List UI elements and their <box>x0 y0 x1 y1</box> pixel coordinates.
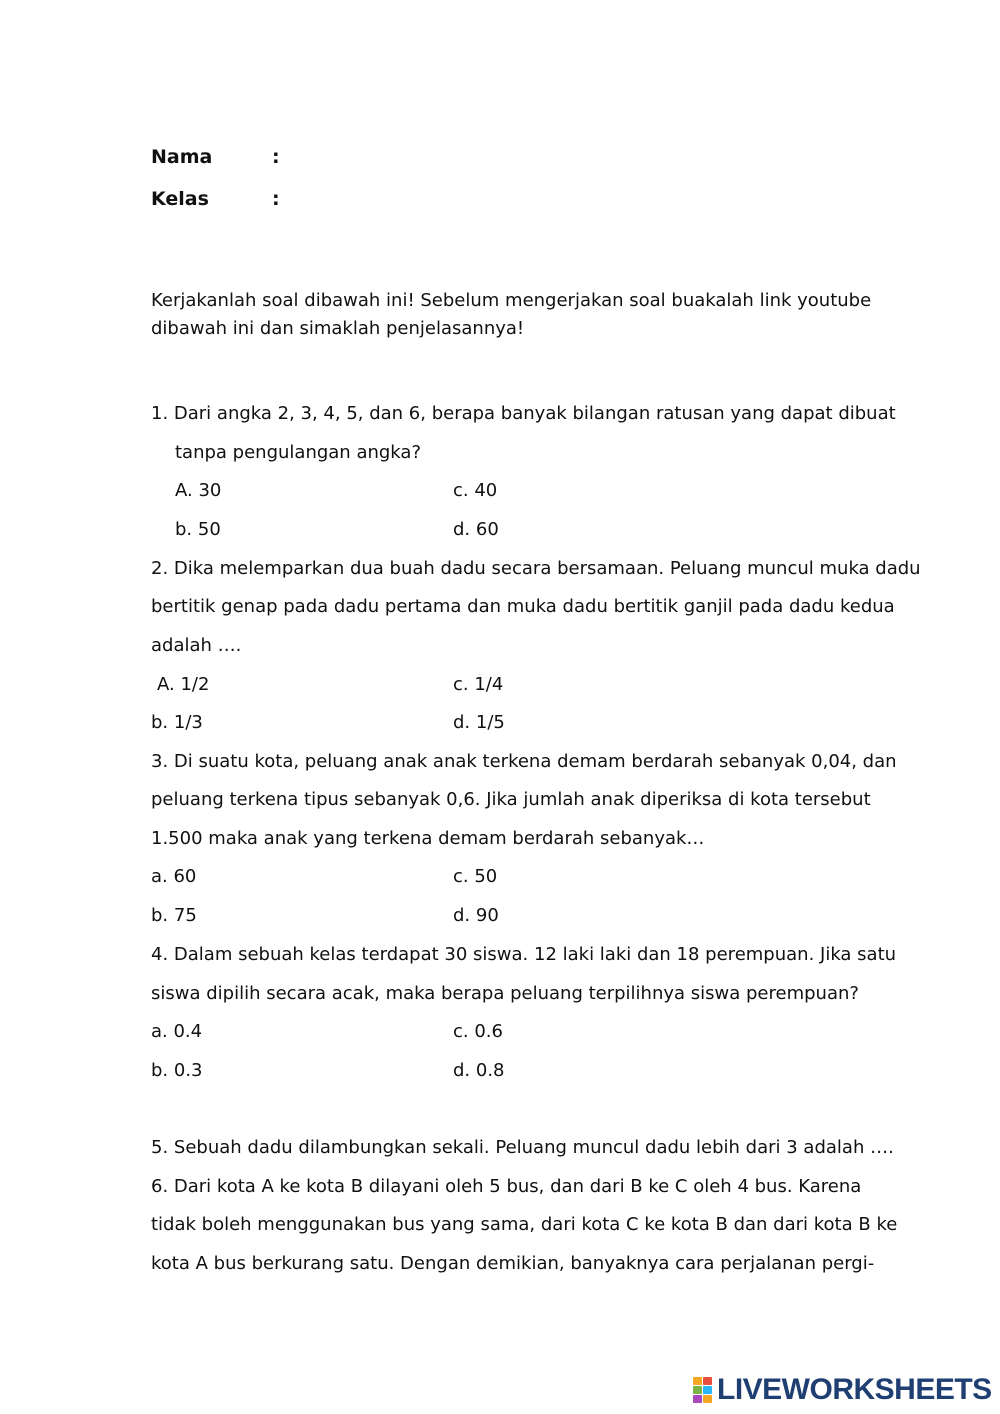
question-3-line-1: 3. Di suatu kota, peluang anak anak terkena demam berdarah sebanyak 0,04, dan <box>151 751 897 772</box>
question-2-option-b[interactable]: b. 1/3 <box>151 712 203 733</box>
question-6-line-2: tidak boleh menggunakan bus yang sama, dari kota C ke kota B dan dari kota B ke <box>151 1214 898 1235</box>
question-1-line-2: tanpa pengulangan angka? <box>175 442 421 463</box>
liveworksheets-logo-text: LIVEWORKSHEETS <box>717 1373 992 1406</box>
question-6-line-1: 6. Dari kota A ke kota B dilayani oleh 5 bus, dan dari B ke C oleh 4 bus. Karena <box>151 1176 862 1197</box>
question-2-option-d[interactable]: d. 1/5 <box>453 712 505 733</box>
question-3-option-b[interactable]: b. 75 <box>151 905 197 926</box>
question-1-line-1: 1. Dari angka 2, 3, 4, 5, dan 6, berapa banyak bilangan ratusan yang dapat dibuat <box>151 403 896 424</box>
name-label: Nama <box>151 146 213 168</box>
question-1-option-b[interactable]: b. 50 <box>175 519 221 540</box>
question-2-line-2: bertitik genap pada dadu pertama dan muka dadu bertitik ganjil pada dadu kedua <box>151 596 895 617</box>
question-5-line-1: 5. Sebuah dadu dilambungkan sekali. Peluang muncul dadu lebih dari 3 adalah …. <box>151 1137 894 1158</box>
question-3-line-2: peluang terkena tipus sebanyak 0,6. Jika jumlah anak diperiksa di kota tersebut <box>151 789 871 810</box>
question-1-option-d[interactable]: d. 60 <box>453 519 499 540</box>
question-4-option-d[interactable]: d. 0.8 <box>453 1060 505 1081</box>
question-6-line-3: kota A bus berkurang satu. Dengan demikian, banyaknya cara perjalanan pergi- <box>151 1253 875 1274</box>
class-label: Kelas <box>151 188 209 210</box>
question-1-option-c[interactable]: c. 40 <box>453 480 498 501</box>
question-4-option-a[interactable]: a. 0.4 <box>151 1021 203 1042</box>
instructions-line-2: dibawah ini dan simaklah penjelasannya! <box>151 318 525 339</box>
question-3-line-3: 1.500 maka anak yang terkena demam berdarah sebanyak… <box>151 828 705 849</box>
question-2-option-c[interactable]: c. 1/4 <box>453 674 504 695</box>
question-4-line-1: 4. Dalam sebuah kelas terdapat 30 siswa. 12 laki laki dan 18 perempuan. Jika satu <box>151 944 897 965</box>
question-2-option-a[interactable]: A. 1/2 <box>157 674 210 695</box>
question-4-line-2: siswa dipilih secara acak, maka berapa peluang terpilihnya siswa perempuan? <box>151 983 859 1004</box>
question-3-option-c[interactable]: c. 50 <box>453 866 498 887</box>
question-4-option-c[interactable]: c. 0.6 <box>453 1021 503 1042</box>
question-4-option-b[interactable]: b. 0.3 <box>151 1060 203 1081</box>
liveworksheets-logo[interactable] <box>693 1374 992 1406</box>
question-2-line-1: 2. Dika melemparkan dua buah dadu secara bersamaan. Peluang muncul muka dadu <box>151 558 921 579</box>
question-3-option-a[interactable]: a. 60 <box>151 866 197 887</box>
question-3-option-d[interactable]: d. 90 <box>453 905 499 926</box>
question-2-line-3: adalah …. <box>151 635 242 656</box>
liveworksheets-logo-icon <box>693 1377 713 1403</box>
instructions-line-1: Kerjakanlah soal dibawah ini! Sebelum mengerjakan soal buakalah link youtube <box>151 290 872 311</box>
class-colon: : <box>272 188 280 210</box>
name-colon: : <box>272 146 280 168</box>
question-1-option-a[interactable]: A. 30 <box>175 480 222 501</box>
